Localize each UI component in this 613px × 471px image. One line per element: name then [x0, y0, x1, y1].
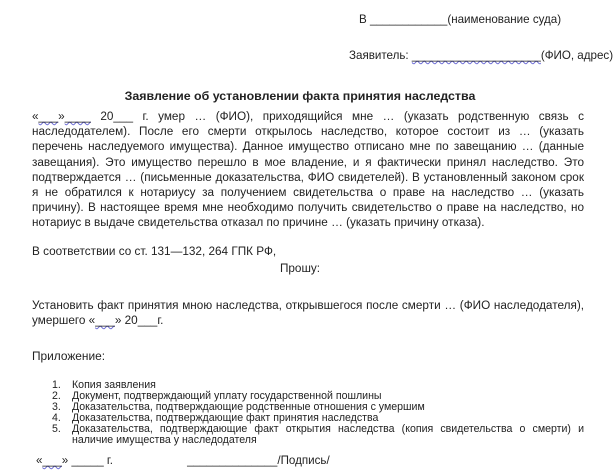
request-heading: Прошу: [279, 262, 321, 275]
court-line [359, 13, 561, 26]
applicant-line [349, 49, 613, 62]
court-prefix: В [359, 13, 367, 26]
appendix-item-number: 1. [52, 379, 61, 391]
statement-text: 20___ г. умер … (ФИО), приходящийся мне … (указать родственную связь с наследодателем). После его смерти открылось наследство, которое состоит из … (указать перечень наследуемого имущества). Данное имущество отписано мне по завещанию … (данные завещания). Это имущество перешло в мое владение, и я фактически принял наследство. Это подтверждается … (письменные доказательства, ФИО свидетелей). В установленный законом срок я не обратился к нотариусу за получением свидетельства о праве на наследство … (указать причину). В настоящее время мне необходимо получить свидетельство о праве на наследство, но нотариус в выдаче свидетельства отказал по причине … (указать причину отказа). [32, 110, 584, 230]
appendix-item-number: 3. [52, 400, 61, 413]
applicant-hint: (ФИО, адрес) [540, 49, 613, 62]
court-blank: ____________ [369, 13, 448, 26]
request-date-blank: ___ [95, 314, 115, 328]
request-text: Установить факт принятия мною наследства, открывшегося после смерти … (ФИО наследодателя), умершего « [32, 299, 584, 328]
date-open: « [32, 110, 39, 123]
signature-date-blank: ___ [42, 454, 62, 467]
appendix-item-text: Доказательства, подтверждающие факт принятия наследства [72, 411, 379, 424]
applicant-label: Заявитель: [349, 49, 409, 62]
signature-date-rest: _____ г. [68, 454, 113, 467]
signature-date-close: » [61, 454, 69, 467]
appendix-item-number: 4. [52, 411, 61, 424]
legal-reference: В соответствии со ст. 131—132, 264 ГПК РФ, [32, 245, 277, 258]
appendix-item-text: Доказательства, подтверждающие родственные отношения с умершим [72, 400, 425, 413]
signature-label: /Подпись/ [277, 454, 330, 467]
request-year: 20___г. [121, 314, 164, 328]
signature-date-open: « [36, 454, 43, 467]
court-hint: (наименование суда) [447, 13, 562, 26]
appendix-item-number: 2. [52, 389, 61, 402]
request-date-close: » [114, 314, 122, 328]
date-close: » [58, 110, 65, 123]
request-paragraph [32, 298, 584, 328]
appendix-list [52, 380, 584, 445]
appendix-item-number: 5. [52, 422, 61, 435]
appendix-item [52, 413, 584, 424]
appendix-item-text: Документ, подтверждающий уплату государственной пошлины [72, 389, 382, 402]
appendix-item [52, 424, 584, 446]
appendix-item-text: Доказательства, подтверждающие факт открытия наследства (копия свидетельства о смерти) и наличие имущества у наследодателя [72, 422, 584, 446]
date-month-blank: ____ [64, 110, 91, 123]
statement-paragraph [32, 109, 584, 231]
date-day-blank: ___ [38, 110, 59, 123]
signature-line [36, 454, 330, 467]
appendix-item-text: Копия заявления [72, 379, 156, 391]
statement-body [32, 109, 584, 231]
appendix-title: Приложение: [32, 349, 106, 363]
request-body [32, 298, 584, 328]
document-title: Заявление об установлении факта принятия наследства [124, 89, 476, 103]
applicant-blank: ____________________ [411, 49, 541, 62]
signature-blank: ______________ [187, 454, 278, 467]
